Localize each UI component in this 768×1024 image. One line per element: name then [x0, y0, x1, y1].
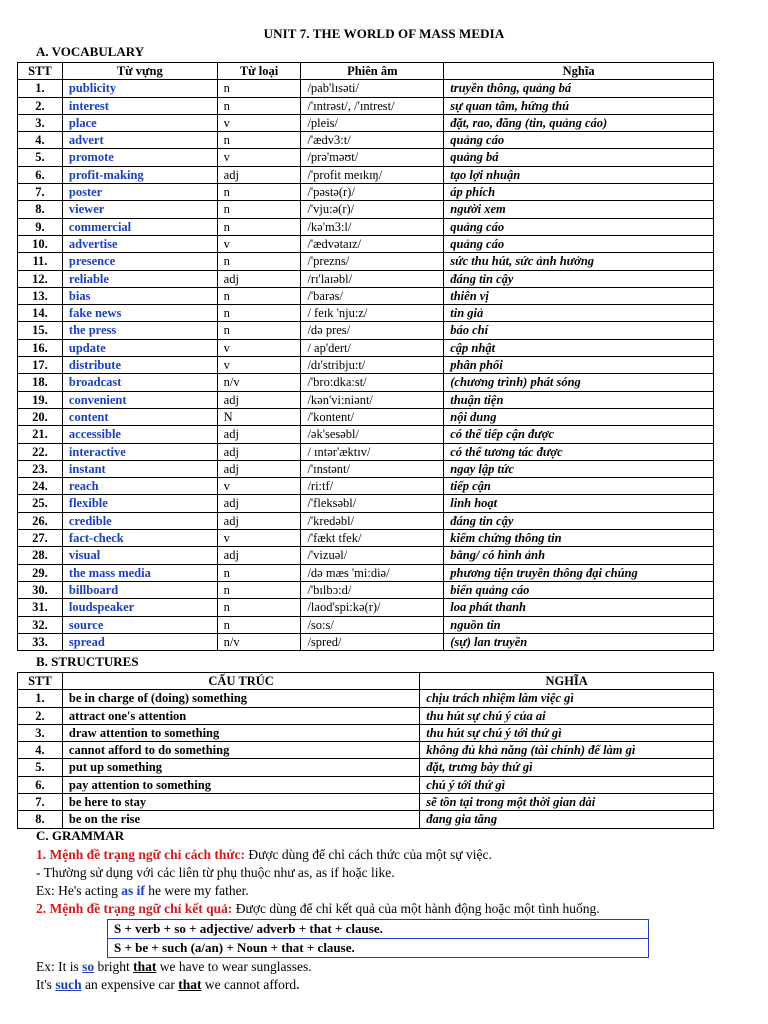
vocab-phonetic: /pleis/: [301, 114, 444, 131]
vocab-number: 14.: [18, 305, 63, 322]
vocab-number: 22.: [18, 443, 63, 460]
vocab-phonetic: /'profit meɪkɪŋ/: [301, 166, 444, 183]
vocab-word-type: n: [217, 581, 301, 598]
vocab-phonetic: /so:s/: [301, 616, 444, 633]
vocab-word-type: n: [217, 132, 301, 149]
vocab-number: 21.: [18, 426, 63, 443]
structure-text: draw attention to something: [62, 724, 419, 741]
vocab-meaning: (chương trình) phát sóng: [444, 374, 714, 391]
vocab-word-type: adj: [217, 166, 301, 183]
vocab-meaning: quảng cáo: [444, 132, 714, 149]
example-text: Ex: He's acting: [36, 883, 122, 898]
vocab-number: 25.: [18, 495, 63, 512]
vocab-phonetic: /'ædvətaɪz/: [301, 235, 444, 252]
vocab-row: [18, 357, 714, 374]
vocab-word: interest: [62, 97, 217, 114]
vocab-word: credible: [62, 512, 217, 529]
vocab-phonetic: /'ɪntrəst/, /'ɪntrest/: [301, 97, 444, 114]
vocab-phonetic: /'kredəbl/: [301, 512, 444, 529]
vocab-word: reach: [62, 478, 217, 495]
vocab-phonetic: /ri:tf/: [301, 478, 444, 495]
vocab-word-type: adj: [217, 495, 301, 512]
vocab-word: accessible: [62, 426, 217, 443]
vocab-number: 5.: [18, 149, 63, 166]
vocab-meaning: cập nhật: [444, 339, 714, 356]
vocab-row: [18, 408, 714, 425]
vocab-number: 33.: [18, 633, 63, 650]
vocab-phonetic: /'pəstə(r)/: [301, 184, 444, 201]
vocab-meaning: linh hoạt: [444, 495, 714, 512]
structures-table: [17, 672, 714, 829]
structure-meaning: đặt, trưng bày thứ gì: [420, 759, 714, 776]
structure-row: [18, 811, 714, 828]
grammar-point-1-text: Được dùng để chỉ cách thức của một sự việc.: [244, 847, 492, 862]
vocab-word: flexible: [62, 495, 217, 512]
vocab-word-type: n/v: [217, 633, 301, 650]
vocab-phonetic: /də mæs 'mi:diə/: [301, 564, 444, 581]
vocab-row: [18, 80, 714, 97]
structure-number: 8.: [18, 811, 63, 828]
vocab-word-type: n: [217, 184, 301, 201]
vocab-meaning: biển quảng cáo: [444, 581, 714, 598]
structure-meaning: thu hút sự chú ý tới thứ gì: [420, 724, 714, 741]
vocab-row: [18, 339, 714, 356]
vocab-number: 2.: [18, 97, 63, 114]
vocab-meaning: thuận tiện: [444, 391, 714, 408]
structure-row: [18, 776, 714, 793]
vocab-phonetic: /'bɪlbɔ:d/: [301, 581, 444, 598]
vocab-word: poster: [62, 184, 217, 201]
header-word: Từ vựng: [62, 63, 217, 80]
vocab-meaning: sức thu hút, sức ảnh hưởng: [444, 253, 714, 270]
structure-row: [18, 759, 714, 776]
vocab-number: 23.: [18, 460, 63, 477]
vocab-word: instant: [62, 460, 217, 477]
vocab-number: 15.: [18, 322, 63, 339]
vocab-meaning: quảng cáo: [444, 218, 714, 235]
page-title: UNIT 7. THE WORLD OF MASS MEDIA: [263, 26, 505, 41]
vocab-row: [18, 581, 714, 598]
vocab-row: [18, 599, 714, 616]
vocab-phonetic: /prə'məʊt/: [301, 149, 444, 166]
structures-header-row: [18, 673, 714, 690]
vocab-meaning: có thể tiếp cận được: [444, 426, 714, 443]
structure-meaning: chịu trách nhiệm làm việc gì: [420, 690, 714, 707]
vocab-row: [18, 287, 714, 304]
structure-row: [18, 794, 714, 811]
vocab-word: promote: [62, 149, 217, 166]
grammar-example-2: [36, 959, 312, 975]
vocab-word: place: [62, 114, 217, 131]
structure-row: [18, 724, 714, 741]
vocab-word: distribute: [62, 357, 217, 374]
vocab-row: [18, 270, 714, 287]
vocab-word-type: adj: [217, 270, 301, 287]
vocab-word-type: n: [217, 218, 301, 235]
vocab-phonetic: /də pres/: [301, 322, 444, 339]
example-highlight-such: such: [55, 977, 82, 992]
vocab-number: 24.: [18, 478, 63, 495]
vocab-number: 30.: [18, 581, 63, 598]
vocab-word-type: v: [217, 357, 301, 374]
vocab-word: the press: [62, 322, 217, 339]
vocab-meaning: nguồn tin: [444, 616, 714, 633]
vocab-word-type: adj: [217, 547, 301, 564]
vocab-number: 10.: [18, 235, 63, 252]
vocab-meaning: kiểm chứng thông tin: [444, 530, 714, 547]
header-stt: STT: [18, 673, 63, 690]
vocab-number: 6.: [18, 166, 63, 183]
vocab-word: commercial: [62, 218, 217, 235]
vocab-phonetic: /'ædv3:t/: [301, 132, 444, 149]
vocab-word-type: n: [217, 80, 301, 97]
vocab-number: 18.: [18, 374, 63, 391]
vocab-word: presence: [62, 253, 217, 270]
vocab-meaning: tiếp cận: [444, 478, 714, 495]
vocab-word: fake news: [62, 305, 217, 322]
vocab-word-type: n: [217, 253, 301, 270]
vocab-word: visual: [62, 547, 217, 564]
header-phonetic: Phiên âm: [301, 63, 444, 80]
structure-meaning: không đủ khả năng (tài chính) để làm gì: [420, 742, 714, 759]
vocab-row: [18, 166, 714, 183]
vocab-row: [18, 305, 714, 322]
vocab-word-type: n: [217, 599, 301, 616]
vocab-word-type: v: [217, 114, 301, 131]
vocab-number: 32.: [18, 616, 63, 633]
vocab-row: [18, 97, 714, 114]
vocab-meaning: đặt, rao, đăng (tin, quảng cáo): [444, 114, 714, 131]
structure-row: [18, 707, 714, 724]
example-text: an expensive car: [81, 977, 179, 992]
section-grammar-heading: C. GRAMMAR: [36, 828, 125, 843]
header-word-type: Từ loại: [217, 63, 301, 80]
vocab-word: source: [62, 616, 217, 633]
vocab-number: 27.: [18, 530, 63, 547]
vocab-row: [18, 235, 714, 252]
vocab-row: [18, 322, 714, 339]
vocab-word: bias: [62, 287, 217, 304]
vocab-meaning: phương tiện truyền thông đại chúng: [444, 564, 714, 581]
example-text: .: [296, 977, 300, 992]
vocab-row: [18, 443, 714, 460]
vocab-phonetic: /kə'm3:l/: [301, 218, 444, 235]
example-text: Ex: It is: [36, 959, 83, 974]
structure-text: be on the rise: [62, 811, 419, 828]
vocab-row: [18, 564, 714, 581]
vocab-row: [18, 426, 714, 443]
vocab-meaning: ngay lập tức: [444, 460, 714, 477]
vocab-meaning: loa phát thanh: [444, 599, 714, 616]
header-structure: CẤU TRÚC: [62, 673, 419, 690]
vocab-meaning: quảng cáo: [444, 235, 714, 252]
vocab-meaning: thiên vị: [444, 287, 714, 304]
vocab-word: profit-making: [62, 166, 217, 183]
vocab-row: [18, 547, 714, 564]
vocab-word: convenient: [62, 391, 217, 408]
vocab-word: fact-check: [62, 530, 217, 547]
vocab-meaning: báo chí: [444, 322, 714, 339]
vocab-word-type: v: [217, 339, 301, 356]
vocab-word-type: adj: [217, 512, 301, 529]
vocab-phonetic: / ɪntər'æktɪv/: [301, 443, 444, 460]
vocab-meaning: đáng tin cậy: [444, 270, 714, 287]
vocab-meaning: người xem: [444, 201, 714, 218]
vocab-phonetic: /'fleksəbl/: [301, 495, 444, 512]
vocab-row: [18, 391, 714, 408]
vocab-number: 31.: [18, 599, 63, 616]
vocab-phonetic: /'ɪnstənt/: [301, 460, 444, 477]
vocab-row: [18, 512, 714, 529]
vocab-row: [18, 460, 714, 477]
example-text: he were my father.: [144, 883, 249, 898]
vocab-number: 3.: [18, 114, 63, 131]
vocab-number: 26.: [18, 512, 63, 529]
grammar-point-1: [36, 847, 492, 863]
vocab-phonetic: /'vizuəl/: [301, 547, 444, 564]
structure-text: cannot afford to do something: [62, 742, 419, 759]
vocab-phonetic: /ək'sesəbl/: [301, 426, 444, 443]
vocab-phonetic: /dɪ'stribju:t/: [301, 357, 444, 374]
example-highlight-that: that: [178, 977, 202, 992]
vocab-phonetic: /pab'lɪsəti/: [301, 80, 444, 97]
example-text: we cannot afford: [201, 977, 297, 992]
header-stt: STT: [18, 63, 63, 80]
vocab-word-type: adj: [217, 443, 301, 460]
vocab-word-type: n: [217, 287, 301, 304]
vocab-number: 8.: [18, 201, 63, 218]
vocab-word-type: n/v: [217, 374, 301, 391]
structure-row: [18, 690, 714, 707]
vocab-number: 11.: [18, 253, 63, 270]
structure-number: 7.: [18, 794, 63, 811]
vocab-meaning: tạo lợi nhuận: [444, 166, 714, 183]
header-meaning: NGHĨA: [420, 673, 714, 690]
formula-such-that: S + be + such (a/an) + Noun + that + clause.: [114, 940, 355, 955]
grammar-note: - Thường sử dụng với các liên từ phụ thuộc như as, as if hoặc like.: [36, 865, 395, 880]
vocab-row: [18, 218, 714, 235]
vocab-word-type: v: [217, 235, 301, 252]
vocab-word-type: N: [217, 408, 301, 425]
vocab-number: 9.: [18, 218, 63, 235]
structure-meaning: sẽ tồn tại trong một thời gian dài: [420, 794, 714, 811]
vocab-number: 16.: [18, 339, 63, 356]
vocab-meaning: có thể tương tác được: [444, 443, 714, 460]
vocab-word: update: [62, 339, 217, 356]
vocab-number: 13.: [18, 287, 63, 304]
grammar-example-3: [36, 977, 300, 993]
vocab-number: 7.: [18, 184, 63, 201]
vocab-row: [18, 201, 714, 218]
vocab-number: 19.: [18, 391, 63, 408]
example-highlight: as if: [121, 883, 145, 898]
vocab-phonetic: /spred/: [301, 633, 444, 650]
grammar-example-1: [36, 883, 249, 899]
vocabulary-table: [17, 62, 714, 651]
vocab-number: 12.: [18, 270, 63, 287]
vocab-row: [18, 633, 714, 650]
structure-number: 1.: [18, 690, 63, 707]
vocab-meaning: (sự) lan truyền: [444, 633, 714, 650]
structure-row: [18, 742, 714, 759]
header-meaning: Nghĩa: [444, 63, 714, 80]
vocab-row: [18, 132, 714, 149]
vocab-word: content: [62, 408, 217, 425]
structure-text: attract one's attention: [62, 707, 419, 724]
vocab-word-type: n: [217, 564, 301, 581]
vocab-word: advertise: [62, 235, 217, 252]
vocab-number: 20.: [18, 408, 63, 425]
vocab-word: advert: [62, 132, 217, 149]
vocab-word-type: v: [217, 478, 301, 495]
vocab-phonetic: /'kontent/: [301, 408, 444, 425]
grammar-point-2: [36, 901, 600, 917]
vocab-row: [18, 495, 714, 512]
formula-box: [107, 919, 649, 958]
vocab-word: the mass media: [62, 564, 217, 581]
vocab-phonetic: /'bro:dka:st/: [301, 374, 444, 391]
vocab-meaning: nội dung: [444, 408, 714, 425]
vocab-phonetic: /'fækt tfek/: [301, 530, 444, 547]
vocab-phonetic: /laod'spi:kə(r)/: [301, 599, 444, 616]
vocab-word: spread: [62, 633, 217, 650]
vocab-meaning: phân phối: [444, 357, 714, 374]
vocab-word-type: n: [217, 305, 301, 322]
example-text: we have to wear sunglasses.: [156, 959, 312, 974]
vocabulary-header-row: [18, 63, 714, 80]
vocab-meaning: quảng bá: [444, 149, 714, 166]
section-structures-heading: B. STRUCTURES: [36, 654, 139, 669]
vocab-phonetic: /'prezns/: [301, 253, 444, 270]
structure-meaning: chú ý tới thứ gì: [420, 776, 714, 793]
vocab-word-type: adj: [217, 460, 301, 477]
vocab-number: 4.: [18, 132, 63, 149]
example-highlight-that: that: [133, 959, 157, 974]
vocab-word: broadcast: [62, 374, 217, 391]
vocab-meaning: đáng tin cậy: [444, 512, 714, 529]
vocab-word-type: adj: [217, 391, 301, 408]
vocab-word: interactive: [62, 443, 217, 460]
grammar-point-2-label: 2. Mệnh đề trạng ngữ chỉ kết quả:: [36, 901, 233, 916]
vocab-word-type: n: [217, 616, 301, 633]
vocab-meaning: tin giả: [444, 305, 714, 322]
formula-so-that: S + verb + so + adjective/ adverb + that + clause.: [108, 920, 648, 939]
structure-text: put up something: [62, 759, 419, 776]
vocab-word-type: adj: [217, 426, 301, 443]
vocab-row: [18, 478, 714, 495]
structure-number: 6.: [18, 776, 63, 793]
vocab-word: billboard: [62, 581, 217, 598]
vocab-number: 1.: [18, 80, 63, 97]
vocab-meaning: bằng/ có hình ảnh: [444, 547, 714, 564]
vocab-phonetic: / ap'dert/: [301, 339, 444, 356]
vocab-meaning: áp phích: [444, 184, 714, 201]
structure-text: be here to stay: [62, 794, 419, 811]
example-text: It's: [36, 977, 56, 992]
structure-number: 4.: [18, 742, 63, 759]
grammar-point-1-label: 1. Mệnh đề trạng ngữ chỉ cách thức:: [36, 847, 245, 862]
structure-meaning: thu hút sự chú ý của ai: [420, 707, 714, 724]
structure-text: be in charge of (doing) something: [62, 690, 419, 707]
vocab-meaning: sự quan tâm, hứng thú: [444, 97, 714, 114]
structure-number: 3.: [18, 724, 63, 741]
vocab-phonetic: / feɪk 'nju:z/: [301, 305, 444, 322]
section-vocabulary-heading: A. VOCABULARY: [36, 44, 145, 59]
vocab-row: [18, 374, 714, 391]
vocab-row: [18, 616, 714, 633]
vocab-row: [18, 184, 714, 201]
vocab-word: viewer: [62, 201, 217, 218]
vocab-phonetic: /kən'vi:niənt/: [301, 391, 444, 408]
vocab-number: 17.: [18, 357, 63, 374]
vocab-row: [18, 114, 714, 131]
vocab-word-type: v: [217, 530, 301, 547]
structure-number: 2.: [18, 707, 63, 724]
vocab-phonetic: /'vju:ə(r)/: [301, 201, 444, 218]
vocab-word: publicity: [62, 80, 217, 97]
vocab-number: 29.: [18, 564, 63, 581]
example-text: bright: [94, 959, 134, 974]
example-highlight-so: so: [82, 959, 95, 974]
vocab-row: [18, 253, 714, 270]
vocab-word-type: n: [217, 322, 301, 339]
vocab-phonetic: /rɪ'laɪəbl/: [301, 270, 444, 287]
vocab-number: 28.: [18, 547, 63, 564]
vocab-word-type: n: [217, 201, 301, 218]
structure-meaning: đang gia tăng: [420, 811, 714, 828]
vocab-phonetic: /'barəs/: [301, 287, 444, 304]
vocab-word-type: n: [217, 97, 301, 114]
vocab-word: loudspeaker: [62, 599, 217, 616]
vocab-row: [18, 530, 714, 547]
structure-number: 5.: [18, 759, 63, 776]
vocab-word-type: v: [217, 149, 301, 166]
vocab-meaning: truyền thông, quảng bá: [444, 80, 714, 97]
grammar-point-2-text: Được dùng để chỉ kết quả của một hành động hoặc một tình huống.: [232, 901, 600, 916]
structure-text: pay attention to something: [62, 776, 419, 793]
vocab-row: [18, 149, 714, 166]
vocab-word: reliable: [62, 270, 217, 287]
